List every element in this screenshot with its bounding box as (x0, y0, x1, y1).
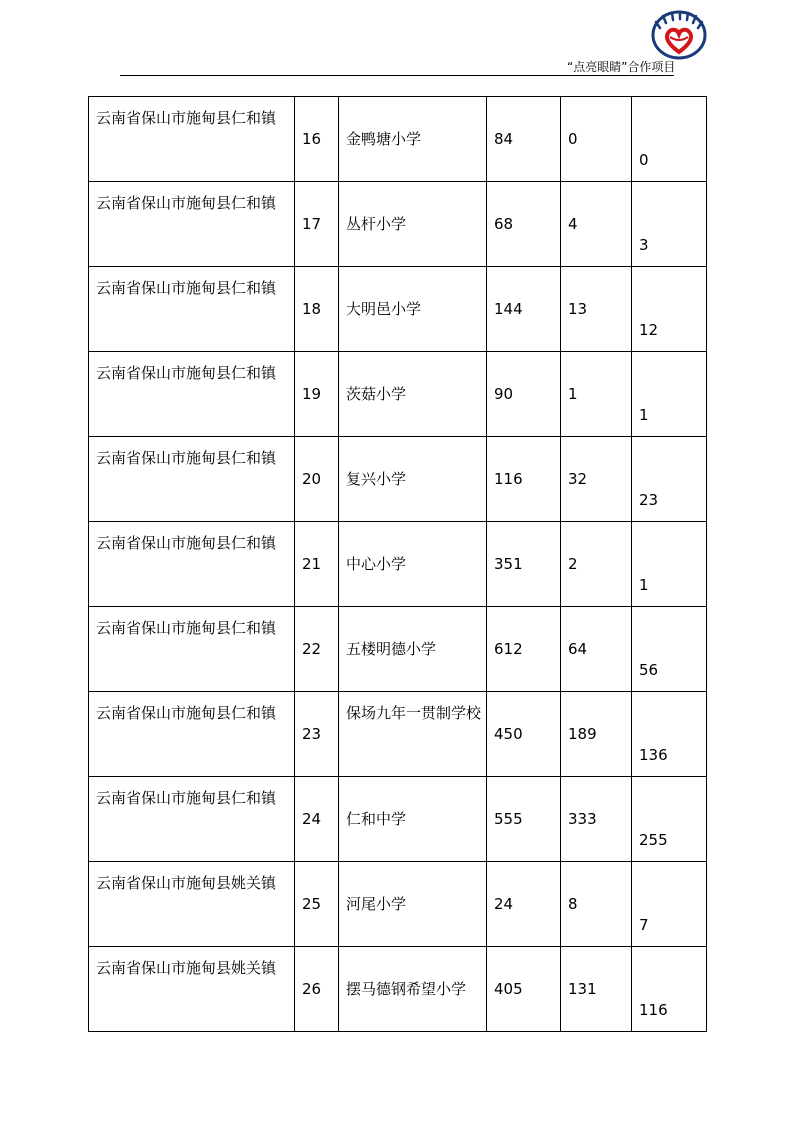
total-count-cell: 68 (487, 182, 561, 267)
number-cell: 23 (295, 692, 339, 777)
school-name-cell: 大明邑小学 (339, 267, 487, 352)
value-2-cell: 116 (632, 947, 707, 1032)
table-row (89, 862, 707, 947)
region-cell: 云南省保山市施甸县仁和镇 (89, 182, 295, 267)
value-1-cell: 2 (561, 522, 632, 607)
region-cell: 云南省保山市施甸县姚关镇 (89, 947, 295, 1032)
school-name-cell: 丛杆小学 (339, 182, 487, 267)
region-cell: 云南省保山市施甸县仁和镇 (89, 267, 295, 352)
value-2-cell: 7 (632, 862, 707, 947)
value-2-cell: 1 (632, 352, 707, 437)
school-name-cell: 五楼明德小学 (339, 607, 487, 692)
project-label: “点亮眼睛”合作项目 (567, 60, 676, 74)
value-2-cell: 56 (632, 607, 707, 692)
school-name-cell: 摆马德钢希望小学 (339, 947, 487, 1032)
region-cell: 云南省保山市施甸县仁和镇 (89, 777, 295, 862)
region-cell: 云南省保山市施甸县仁和镇 (89, 97, 295, 182)
total-count-cell: 555 (487, 777, 561, 862)
region-cell: 云南省保山市施甸县仁和镇 (89, 522, 295, 607)
number-cell: 24 (295, 777, 339, 862)
value-1-cell: 13 (561, 267, 632, 352)
value-1-cell: 64 (561, 607, 632, 692)
total-count-cell: 351 (487, 522, 561, 607)
table-row (89, 522, 707, 607)
region-cell: 云南省保山市施甸县仁和镇 (89, 352, 295, 437)
number-cell: 18 (295, 267, 339, 352)
value-1-cell: 131 (561, 947, 632, 1032)
header-divider (120, 75, 674, 76)
value-1-cell: 333 (561, 777, 632, 862)
number-cell: 26 (295, 947, 339, 1032)
value-1-cell: 4 (561, 182, 632, 267)
table-row (89, 947, 707, 1032)
eye-heart-logo-icon (650, 8, 708, 60)
value-2-cell: 136 (632, 692, 707, 777)
number-cell: 19 (295, 352, 339, 437)
region-cell: 云南省保山市施甸县仁和镇 (89, 437, 295, 522)
total-count-cell: 450 (487, 692, 561, 777)
number-cell: 22 (295, 607, 339, 692)
value-2-cell: 0 (632, 97, 707, 182)
total-count-cell: 405 (487, 947, 561, 1032)
number-cell: 20 (295, 437, 339, 522)
value-2-cell: 255 (632, 777, 707, 862)
school-name-cell: 金鸭塘小学 (339, 97, 487, 182)
number-cell: 16 (295, 97, 339, 182)
table-row (89, 97, 707, 182)
number-cell: 25 (295, 862, 339, 947)
table-row (89, 182, 707, 267)
value-1-cell: 0 (561, 97, 632, 182)
value-1-cell: 8 (561, 862, 632, 947)
value-1-cell: 1 (561, 352, 632, 437)
school-data-table (88, 96, 707, 1032)
value-2-cell: 12 (632, 267, 707, 352)
table-row (89, 777, 707, 862)
total-count-cell: 116 (487, 437, 561, 522)
region-cell: 云南省保山市施甸县仁和镇 (89, 692, 295, 777)
table-row (89, 352, 707, 437)
total-count-cell: 612 (487, 607, 561, 692)
number-cell: 21 (295, 522, 339, 607)
number-cell: 17 (295, 182, 339, 267)
table-row (89, 437, 707, 522)
total-count-cell: 144 (487, 267, 561, 352)
school-name-cell: 保场九年一贯制学校 (339, 692, 487, 777)
school-name-cell: 仁和中学 (339, 777, 487, 862)
table-row (89, 267, 707, 352)
value-2-cell: 3 (632, 182, 707, 267)
school-name-cell: 复兴小学 (339, 437, 487, 522)
region-cell: 云南省保山市施甸县姚关镇 (89, 862, 295, 947)
total-count-cell: 84 (487, 97, 561, 182)
school-name-cell: 中心小学 (339, 522, 487, 607)
value-2-cell: 1 (632, 522, 707, 607)
value-2-cell: 23 (632, 437, 707, 522)
total-count-cell: 90 (487, 352, 561, 437)
table-row (89, 607, 707, 692)
total-count-cell: 24 (487, 862, 561, 947)
value-1-cell: 32 (561, 437, 632, 522)
region-cell: 云南省保山市施甸县仁和镇 (89, 607, 295, 692)
school-name-cell: 河尾小学 (339, 862, 487, 947)
value-1-cell: 189 (561, 692, 632, 777)
table-row (89, 692, 707, 777)
school-name-cell: 茨菇小学 (339, 352, 487, 437)
